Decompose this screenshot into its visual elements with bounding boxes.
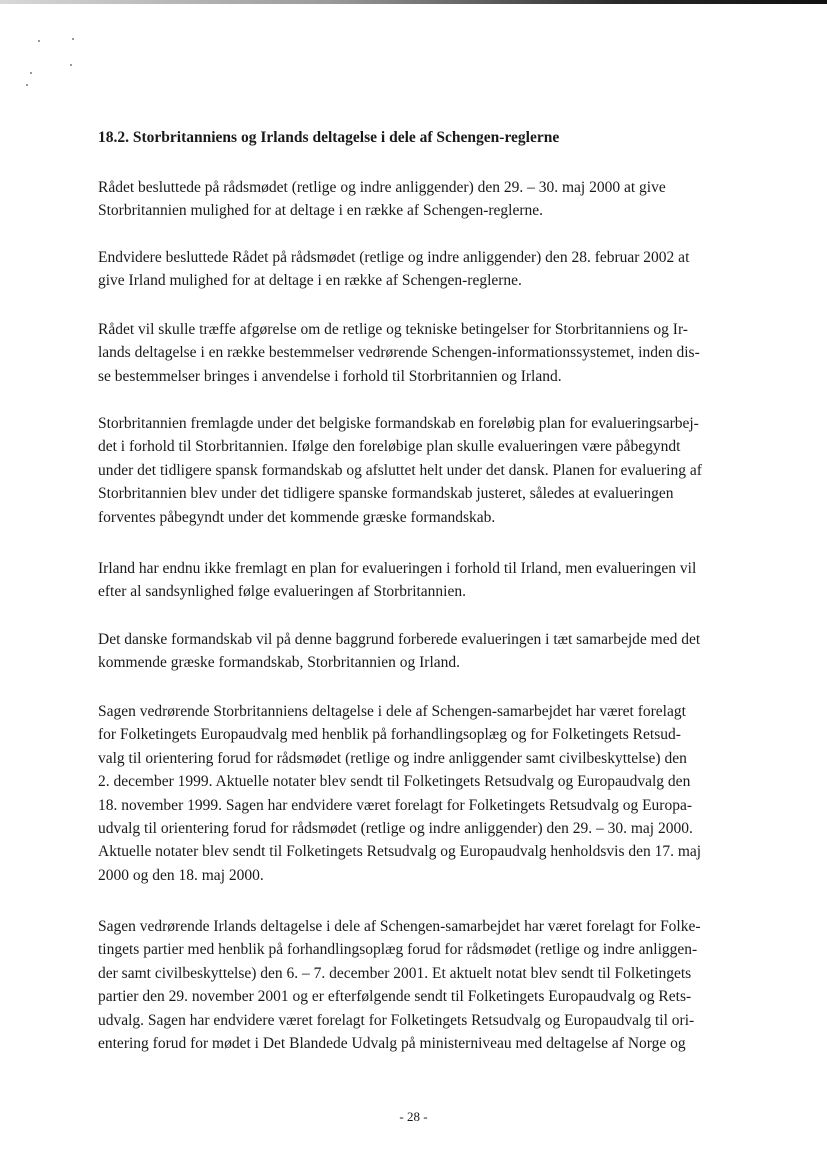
- paragraph-3: [98, 318, 758, 388]
- text-line: det i forhold til Storbritannien. Ifølge den foreløbige plan skulle evalueringen være påbegyndt: [98, 438, 681, 456]
- scan-top-edge: [0, 0, 827, 4]
- paragraph-7: [98, 700, 758, 887]
- text-line: Storbritannien blev under det tidligere spanske formandskab justeret, således at evalueringen: [98, 485, 674, 503]
- text-line: Storbritannien mulighed for at deltage i en række af Schengen-reglerne.: [98, 202, 544, 220]
- text-line: udvalg til orientering forud for rådsmødet (retlige og indre anliggender) den 29. – 30. maj 2000.: [98, 819, 693, 837]
- paragraph-8: [98, 915, 758, 1055]
- text-line: 2000 og den 18. maj 2000.: [98, 866, 264, 884]
- text-line: Det danske formandskab vil på denne baggrund forberede evalueringen i tæt samarbejde med det: [98, 631, 701, 648]
- paragraph-4: [98, 412, 758, 529]
- text-line: Irland har endnu ikke fremlagt en plan for evalueringen i forhold til Irland, men evalueringen vil: [98, 560, 697, 577]
- text-line: Storbritannien fremlagde under det belgiske formandskab en foreløbig plan for evalueringsarbej-: [98, 415, 699, 432]
- page-number: - 28 -: [399, 1109, 428, 1124]
- text-line: efter al sandsynlighed følge evalueringen af Storbritannien.: [98, 583, 466, 601]
- text-line: entering forud for mødet i Det Blandede Udvalg på ministerniveau med deltagelse af Norge og: [98, 1034, 686, 1052]
- text-line: under det tidligere spansk formandskab og afsluttet helt under det dansk. Planen for evaluering af: [98, 461, 702, 479]
- text-line: Rådet besluttede på rådsmødet (retlige og indre anliggender) den 29. – 30. maj 2000 at give: [98, 179, 666, 196]
- scan-speck: [30, 72, 32, 74]
- text-line: give Irland mulighed for at deltage i en række af Schengen-reglerne.: [98, 272, 522, 290]
- text-line: lands deltagelse i en række bestemmelser vedrørende Schengen-informationssystemet, inden dis-: [98, 344, 700, 362]
- text-line: valg til orientering forud for rådsmødet (retlige og indre anliggender samt civilbeskyttelse) den: [98, 749, 687, 767]
- paragraph-6: [98, 628, 758, 675]
- section-heading: 18.2. Storbritanniens og Irlands deltagelse i dele af Schengen-reglerne: [98, 129, 560, 146]
- scan-speck: [38, 40, 40, 42]
- text-line: tingets partier med henblik på forhandlingsoplæg forud for rådsmødet (retlige og indre anliggen-: [98, 941, 698, 959]
- paragraph-5: [98, 557, 758, 604]
- text-line: se bestemmelser bringes i anvendelse i forhold til Storbritannien og Irland.: [98, 367, 562, 385]
- scan-speck: [26, 84, 28, 86]
- text-line: Sagen vedrørende Irlands deltagelse i dele af Schengen-samarbejdet har været forelagt for Folke-: [98, 918, 701, 935]
- text-line: Endvidere besluttede Rådet på rådsmødet (retlige og indre anliggender) den 28. februar 2002 at: [98, 249, 690, 266]
- text-line: 2. december 1999. Aktuelle notater blev sendt til Folketingets Retsudvalg og Europaudvalg den: [98, 773, 691, 791]
- text-line: udvalg. Sagen har endvidere været forelagt for Folketingets Retsudvalg og Europaudvalg til ori-: [98, 1011, 695, 1029]
- text-line: Aktuelle notater blev sendt til Folketingets Retsudvalg og Europaudvalg henholdsvis den 17. maj: [98, 843, 702, 861]
- text-line: for Folketingets Europaudvalg med henblik på forhandlingsoplæg og for Folketingets Retsud-: [98, 726, 681, 744]
- text-line: der samt civilbeskyttelse) den 6. – 7. december 2001. Et aktuelt notat blev sendt til Folketingets: [98, 964, 692, 982]
- text-line: Sagen vedrørende Storbritanniens deltagelse i dele af Schengen-samarbejdet har været forelagt: [98, 703, 686, 720]
- text-line: forventes påbegyndt under det kommende græske formandskab.: [98, 508, 496, 526]
- text-line: Rådet vil skulle træffe afgørelse om de retlige og tekniske betingelser for Storbritanniens og Ir-: [98, 321, 688, 338]
- text-line: 18. november 1999. Sagen har endvidere været forelagt for Folketingets Retsudvalg og Europa-: [98, 796, 693, 814]
- paragraph-2: [98, 246, 758, 293]
- scan-speck: [70, 64, 72, 66]
- text-line: partier den 29. november 2001 og er efterfølgende sendt til Folketingets Europaudvalg og Rets-: [98, 988, 692, 1006]
- text-line: kommende græske formandskab, Storbritannien og Irland.: [98, 654, 461, 672]
- paragraph-1: [98, 176, 758, 223]
- scan-speck: [72, 38, 74, 40]
